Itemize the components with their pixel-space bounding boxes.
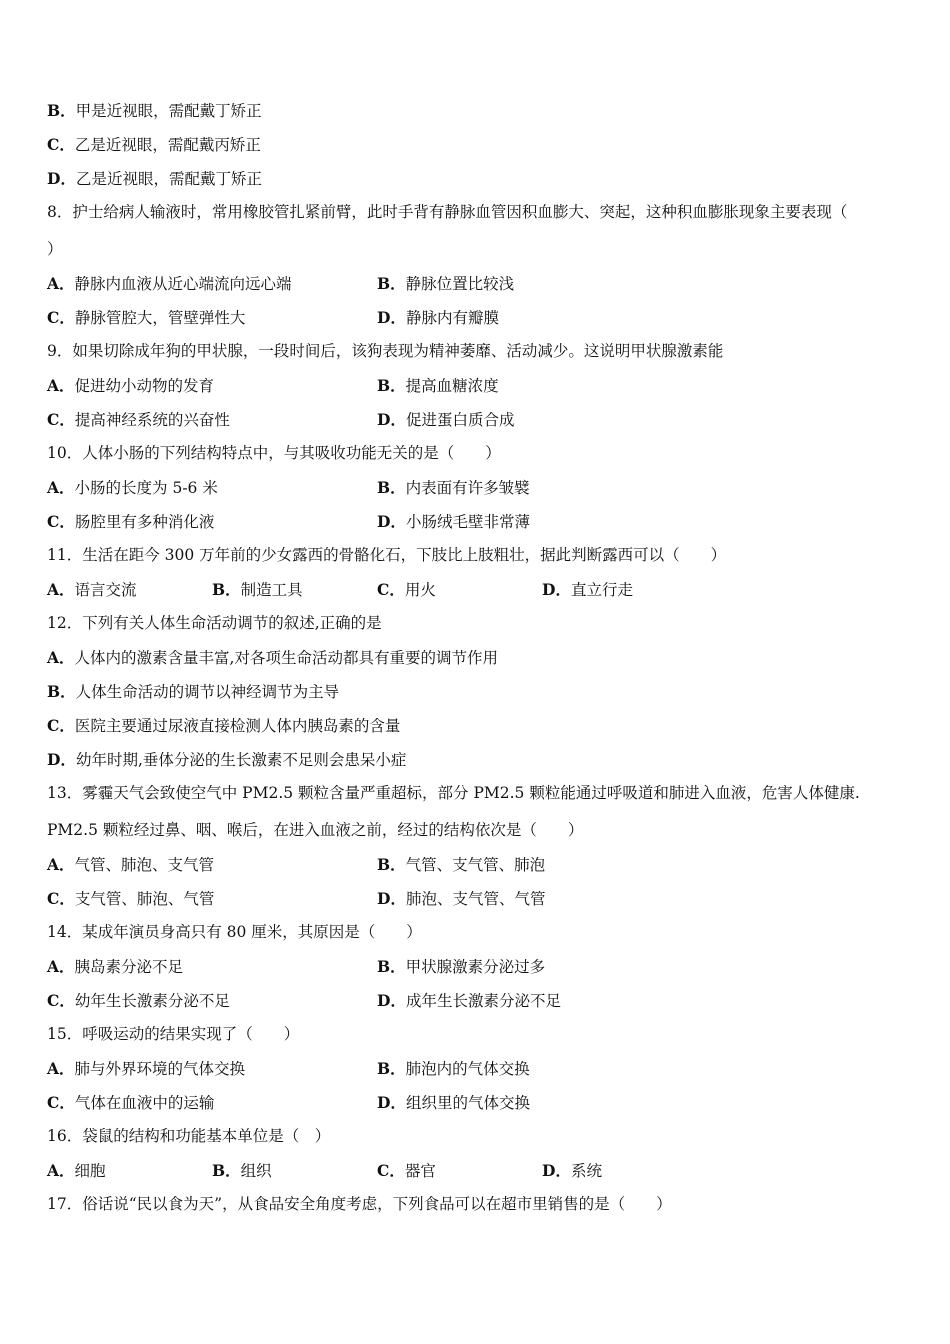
q14-stem: 14．某成年演员身高只有 80 厘米，其原因是（ ） bbox=[47, 923, 422, 941]
q15-options-row-2 bbox=[47, 1095, 907, 1115]
q16-stem: 16．袋鼠的结构和功能基本单位是（ ） bbox=[47, 1127, 331, 1145]
q15-option-d: D．组织里的气体交换 bbox=[377, 1093, 530, 1112]
q9-options-row-2 bbox=[47, 412, 907, 432]
q15-options-row-1 bbox=[47, 1061, 907, 1081]
q11-options-row bbox=[47, 582, 907, 602]
q17-stem: 17．俗话说“民以食为天”，从食品安全角度考虑，下列食品可以在超市里销售的是（ ） bbox=[47, 1195, 672, 1213]
q14-option-b: B．甲状腺激素分泌过多 bbox=[377, 957, 546, 976]
q16-option-d: D．系统 bbox=[542, 1161, 602, 1180]
q15-option-c: C．气体在血液中的运输 bbox=[47, 1093, 215, 1112]
q13-option-d: D．肺泡、支气管、气管 bbox=[377, 889, 546, 908]
q13-options-row-2 bbox=[47, 891, 907, 911]
q14-option-a: A．胰岛素分泌不足 bbox=[47, 957, 184, 976]
q9-options-row-1 bbox=[47, 378, 907, 398]
q11-stem: 11．生活在距今 300 万年前的少女露西的骨骼化石，下肢比上肢粗壮，据此判断露西可以（ ） bbox=[47, 546, 727, 564]
q8-stem-cont: ） bbox=[47, 240, 63, 258]
q16-option-a: A．细胞 bbox=[47, 1161, 106, 1180]
q16-options-row bbox=[47, 1163, 907, 1183]
q11-option-b: B．制造工具 bbox=[212, 580, 303, 599]
q10-option-b: B．内表面有许多皱襞 bbox=[377, 478, 530, 497]
q13-option-c: C．支气管、肺泡、气管 bbox=[47, 889, 215, 908]
q8-options-row-2 bbox=[47, 310, 907, 330]
q11-option-d: D．直立行走 bbox=[542, 580, 633, 599]
q10-option-c: C．肠腔里有多种消化液 bbox=[47, 512, 215, 531]
q11-option-a: A．语言交流 bbox=[47, 580, 137, 599]
q10-options-row-2 bbox=[47, 514, 907, 534]
q8-option-d: D．静脉内有瓣膜 bbox=[377, 308, 499, 327]
q8-stem: 8．护士给病人输液时，常用橡胶管扎紧前臂，此时手背有静脉血管因积血膨大、突起，这种积血膨胀现象主要表现（ bbox=[47, 203, 848, 221]
q9-option-d: D．促进蛋白质合成 bbox=[377, 410, 515, 429]
q10-option-a: A．小肠的长度为 5-6 米 bbox=[47, 478, 218, 497]
q8-option-a: A．静脉内血液从近心端流向远心端 bbox=[47, 274, 292, 293]
q11-option-c: C．用火 bbox=[377, 580, 436, 599]
q10-options-row-1 bbox=[47, 480, 907, 500]
q16-option-c: C．器官 bbox=[377, 1161, 436, 1180]
q14-options-row-2 bbox=[47, 993, 907, 1013]
q12-stem: 12．下列有关人体生命活动调节的叙述,正确的是 bbox=[47, 614, 382, 632]
q8-option-b: B．静脉位置比较浅 bbox=[377, 274, 515, 293]
q15-stem: 15．呼吸运动的结果实现了（ ） bbox=[47, 1025, 300, 1043]
q12-option-a: A．人体内的激素含量丰富,对各项生命活动都具有重要的调节作用 bbox=[47, 648, 498, 667]
q9-option-b: B．提高血糖浓度 bbox=[377, 376, 499, 395]
q16-option-b: B．组织 bbox=[212, 1161, 272, 1180]
q13-options-row-1 bbox=[47, 857, 907, 877]
q15-option-a: A．肺与外界环境的气体交换 bbox=[47, 1059, 246, 1078]
q7-option-d: D．乙是近视眼，需配戴丁矫正 bbox=[47, 169, 262, 188]
q13-stem: 13．雾霾天气会致使空气中 PM2.5 颗粒含量严重超标，部分 PM2.5 颗粒能通过呼吸道和肺进入血液，危害人体健康. bbox=[47, 784, 860, 802]
q9-option-a: A．促进幼小动物的发育 bbox=[47, 376, 215, 395]
q12-option-d: D．幼年时期,垂体分泌的生长激素不足则会患呆小症 bbox=[47, 750, 407, 769]
q8-option-c: C．静脉管腔大，管壁弹性大 bbox=[47, 308, 246, 327]
q13-stem-cont: PM2.5 颗粒经过鼻、咽、喉后，在进入血液之前，经过的结构依次是（ ） bbox=[47, 821, 584, 839]
q14-option-c: C．幼年生长激素分泌不足 bbox=[47, 991, 230, 1010]
q7-option-b: B．甲是近视眼，需配戴丁矫正 bbox=[47, 101, 262, 120]
q9-option-c: C．提高神经系统的兴奋性 bbox=[47, 410, 230, 429]
q12-option-b: B．人体生命活动的调节以神经调节为主导 bbox=[47, 682, 340, 701]
q14-options-row-1 bbox=[47, 959, 907, 979]
q10-stem: 10．人体小肠的下列结构特点中，与其吸收功能无关的是（ ） bbox=[47, 444, 501, 462]
q13-option-b: B．气管、支气管、肺泡 bbox=[377, 855, 546, 874]
q15-option-b: B．肺泡内的气体交换 bbox=[377, 1059, 530, 1078]
q12-option-c: C．医院主要通过尿液直接检测人体内胰岛素的含量 bbox=[47, 716, 401, 735]
q14-option-d: D．成年生长激素分泌不足 bbox=[377, 991, 561, 1010]
q13-option-a: A．气管、肺泡、支气管 bbox=[47, 855, 215, 874]
q8-options-row-1 bbox=[47, 276, 907, 296]
q10-option-d: D．小肠绒毛壁非常薄 bbox=[377, 512, 530, 531]
q9-stem: 9．如果切除成年狗的甲状腺，一段时间后，该狗表现为精神萎靡、活动减少。这说明甲状腺激素能 bbox=[47, 342, 724, 360]
q7-option-c: C．乙是近视眼，需配戴丙矫正 bbox=[47, 135, 261, 154]
